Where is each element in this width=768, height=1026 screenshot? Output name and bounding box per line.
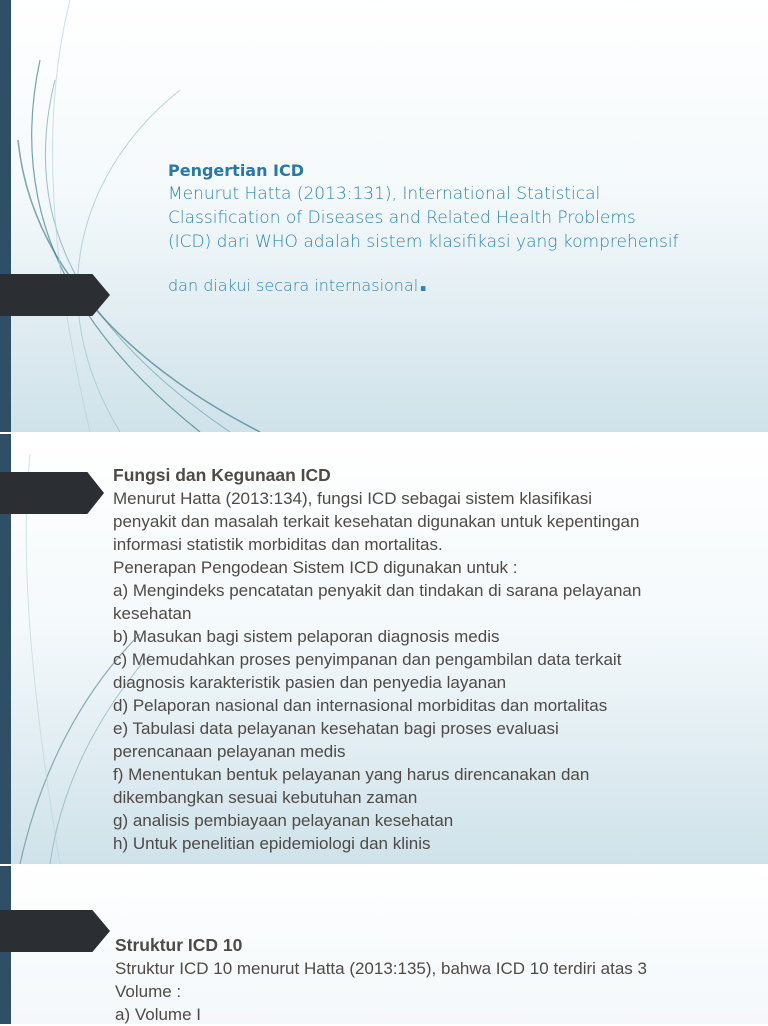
text-line: (ICD) dari WHO adalah sistem klasifikasi yang komprehensif	[168, 232, 679, 252]
slide-marker-tab	[0, 910, 110, 952]
text-line: Menurut Hatta (2013:131), International Statistical	[168, 184, 601, 204]
list-item: h) Untuk penelitian epidemiologi dan klinis	[113, 834, 431, 853]
function-text-block	[113, 464, 753, 855]
text-line: informasi statistik morbiditas dan mortalitas.	[113, 535, 443, 554]
list-item: e) Tabulasi data pelayanan kesehatan bagi proses evaluasi	[113, 719, 559, 738]
structure-text-block	[115, 934, 755, 1026]
slide-marker-tab	[0, 472, 104, 514]
text-line-last	[168, 268, 748, 298]
list-item: c) Memudahkan proses penyimpanan dan pengambilan data terkait	[113, 650, 622, 669]
list-item: a) Mengindeks pencatatan penyakit dan tindakan di sarana pelayanan	[113, 581, 642, 600]
slide-title: Fungsi dan Kegunaan ICD	[113, 465, 331, 485]
list-item: b) Masukan bagi sistem pelaporan diagnosis medis	[113, 627, 500, 646]
list-item-continuation: diagnosis karakteristik pasien dan penyedia layanan	[113, 673, 507, 692]
list-item: f) Menentukan bentuk pelayanan yang harus direncanakan dan	[113, 765, 590, 784]
slide-marker-tab	[0, 274, 110, 316]
list-item: a) Volume I	[115, 1005, 201, 1024]
list-item-continuation: perencanaan pelayanan medis	[113, 742, 346, 761]
slide-pengertian-icd	[0, 0, 768, 432]
text-line: Menurut Hatta (2013:134), fungsi ICD sebagai sistem klasifikasi	[113, 489, 593, 508]
text-line: Volume :	[115, 982, 182, 1001]
slide-title: Struktur ICD 10	[115, 935, 243, 955]
text-line: penyakit dan masalah terkait kesehatan digunakan untuk kepentingan	[113, 512, 640, 531]
left-sidebar-bar	[0, 0, 11, 432]
definition-text-block	[168, 160, 748, 298]
text-line: Struktur ICD 10 menurut Hatta (2013:135), bahwa ICD 10 terdiri atas 3	[115, 959, 647, 978]
text-line: Classification of Diseases and Related Health Problems	[168, 208, 636, 228]
list-item-continuation: kesehatan	[113, 604, 192, 623]
list-item: d) Pelaporan nasional dan internasional morbiditas dan mortalitas	[113, 696, 608, 715]
list-item-continuation: dikembangkan sesuai kebutuhan zaman	[113, 788, 418, 807]
text-line: Penerapan Pengodean Sistem ICD digunakan untuk :	[113, 558, 518, 577]
end-mark: .	[418, 268, 429, 298]
slide-title: Pengertian ICD	[168, 161, 305, 180]
list-item: g) analisis pembiayaan pelayanan kesehatan	[113, 811, 454, 830]
text-line-last-content: dan diakui secara internasional	[168, 276, 419, 295]
